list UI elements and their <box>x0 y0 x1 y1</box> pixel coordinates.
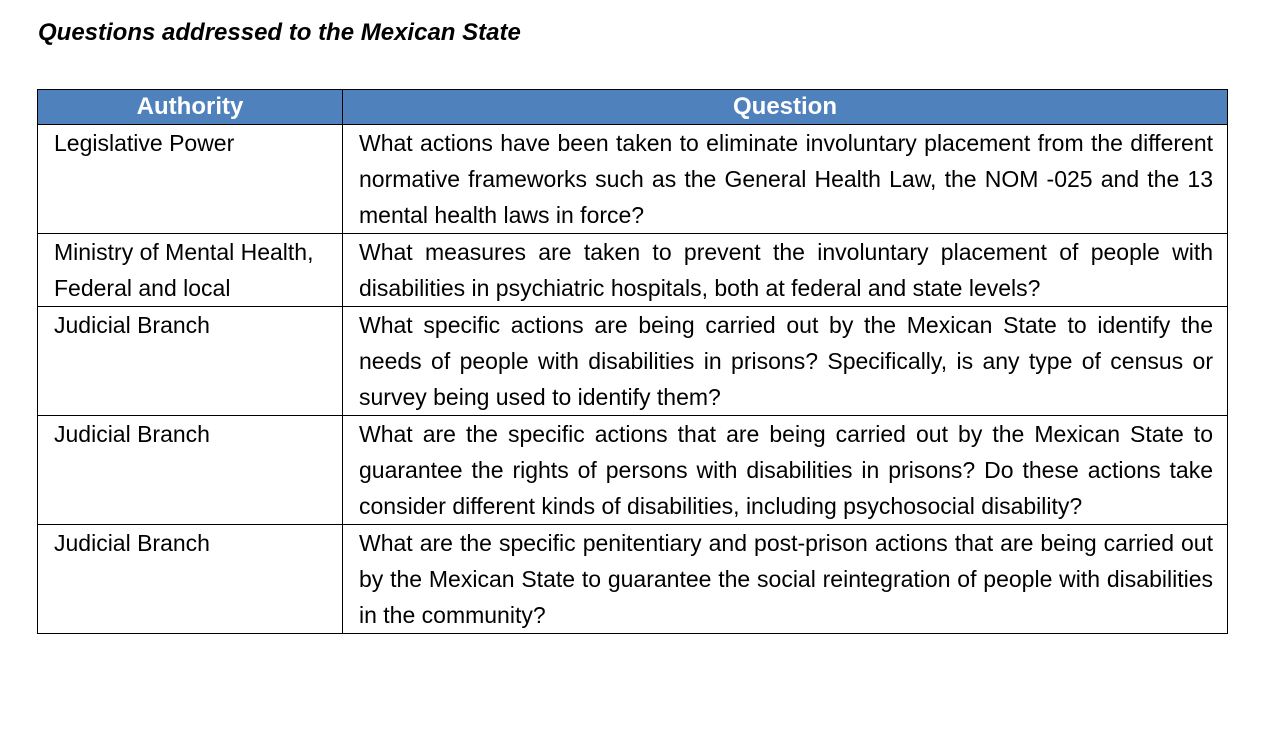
header-row <box>38 90 1228 125</box>
document-title: Questions addressed to the Mexican State <box>38 19 521 46</box>
authority-cell: Judicial Branch <box>38 307 343 416</box>
authority-cell: Judicial Branch <box>38 525 343 634</box>
question-cell: What are the specific penitentiary and post-prison actions that are being carried out by the Mexican State to guarantee the social reintegration of people with disabilities in the community? <box>343 525 1228 634</box>
question-cell: What are the specific actions that are being carried out by the Mexican State to guarantee the rights of persons with disabilities in prisons? Do these actions take consider different kinds of disabilities, including psychosocial disability? <box>343 416 1228 525</box>
authority-cell: Ministry of Mental Health, Federal and local <box>38 234 343 307</box>
table-header <box>38 90 1228 125</box>
table-row <box>38 416 1228 525</box>
question-cell: What actions have been taken to eliminate involuntary placement from the different normative frameworks such as the General Health Law, the NOM -025 and the 13 mental health laws in force? <box>343 125 1228 234</box>
authority-cell: Judicial Branch <box>38 416 343 525</box>
authority-cell: Legislative Power <box>38 125 343 234</box>
table-row <box>38 125 1228 234</box>
table-row <box>38 525 1228 634</box>
table-row <box>38 234 1228 307</box>
column-header-authority: Authority <box>38 90 343 125</box>
question-cell: What measures are taken to prevent the involuntary placement of people with disabilities in psychiatric hospitals, both at federal and state levels? <box>343 234 1228 307</box>
table-row <box>38 307 1228 416</box>
question-cell: What specific actions are being carried out by the Mexican State to identify the needs of people with disabilities in prisons? Specifically, is any type of census or survey being used to identify them? <box>343 307 1228 416</box>
questions-table <box>37 89 1228 634</box>
table-body <box>38 125 1228 634</box>
column-header-question: Question <box>343 90 1228 125</box>
